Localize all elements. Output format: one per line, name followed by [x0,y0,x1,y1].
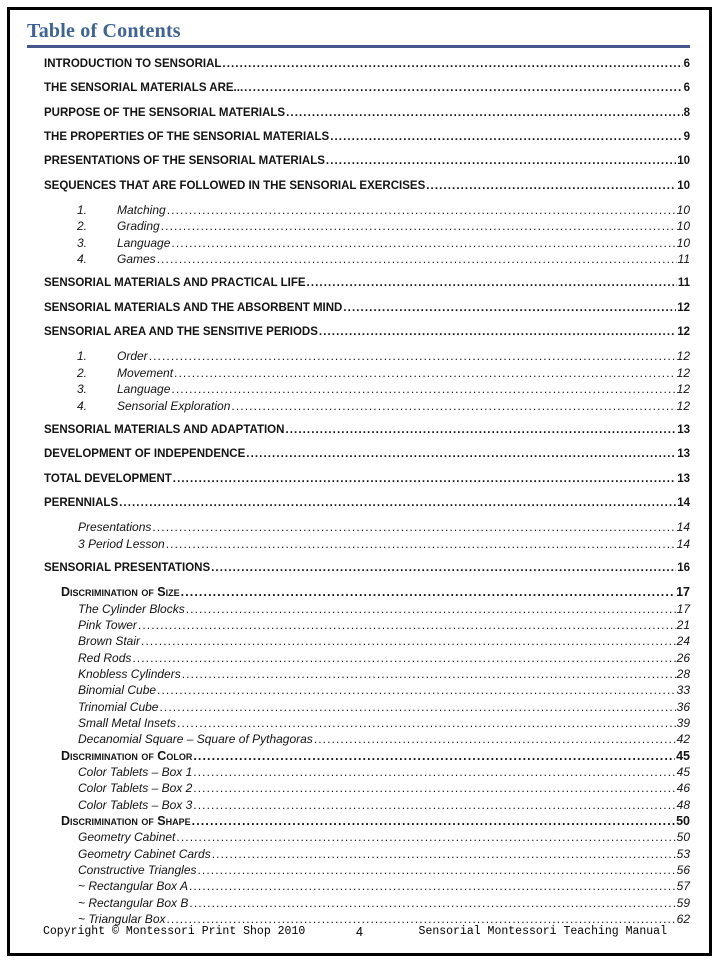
toc-leader-dots [119,495,676,511]
toc-entry[interactable] [27,666,690,682]
toc-entry[interactable] [27,178,690,194]
toc-leader-dots [141,633,676,649]
toc-leader-dots [343,300,676,316]
toc-entry-label: THE PROPERTIES OF THE SENSORIAL MATERIALS [44,131,330,144]
toc-entry-label: Color Tablets – Box 3 [78,797,193,812]
toc-entry-label: The Cylinder Blocks [78,601,185,616]
toc-entry-label: SEQUENCES THAT ARE FOLLOWED IN THE SENSORIAL EXERCISES [44,179,426,192]
toc-page-number: 50 [676,814,690,829]
toc-entry-label: Presentations [78,520,152,535]
toc-entry[interactable] [27,862,690,878]
toc-entry-label: Sensorial Exploration [117,398,231,413]
toc-leader-dots [244,80,682,96]
toc-entry[interactable] [27,748,690,764]
toc-leader-dots [159,699,675,715]
toc-leader-dots [198,862,676,878]
toc-entry[interactable] [27,251,690,267]
toc-page-number: 10 [676,235,690,250]
toc-page-number: 53 [676,846,690,861]
toc-entry-label: Brown Stair [78,634,141,649]
toc-entry-number: 1. [77,349,88,364]
toc-entry[interactable] [27,813,690,829]
toc-leader-dots [319,324,676,340]
toc-entry[interactable] [27,584,690,600]
toc-leader-dots [330,129,682,145]
toc-entry[interactable] [27,275,690,291]
toc-entry-label: Trinomial Cube [78,699,159,714]
toc-page-number: 46 [676,781,690,796]
toc-entry-number: 3. [77,382,88,397]
toc-entry-label: PURPOSE OF THE SENSORIAL MATERIALS [44,106,286,119]
toc-leader-dots [166,536,676,552]
toc-page-number: 6 [683,58,690,70]
toc-leader-dots [314,731,676,747]
toc-page-number: 21 [676,617,690,632]
toc-entry-label: Matching [117,203,166,218]
toc-page-number: 10 [676,219,690,234]
toc-page-number: 33 [676,683,690,698]
toc-entry[interactable] [27,235,690,251]
toc-entry[interactable] [27,829,690,845]
toc-entry-label: Geometry Cabinet [78,830,176,845]
toc-entry[interactable] [27,731,690,747]
toc-leader-dots [173,471,676,487]
toc-entry[interactable] [27,536,690,552]
toc-entry-number: 3. [77,235,88,250]
toc-entry[interactable] [27,80,690,96]
toc-entry-label: Geometry Cabinet Cards [78,846,211,861]
toc-page-number: 10 [676,203,690,218]
toc-entry[interactable] [27,324,690,340]
toc-entry-label: Color Tablets – Box 1 [78,765,193,780]
page-border-frame [7,7,712,956]
toc-entry-label: DEVELOPMENT OF INDEPENDENCE [44,448,246,461]
toc-entry[interactable] [27,617,690,633]
toc-entry[interactable] [27,422,690,438]
toc-page-number: 59 [676,895,690,910]
toc-page-number: 14 [676,520,690,535]
toc-entry-label: Grading [117,219,160,234]
toc-leader-dots [161,218,676,234]
toc-page-number: 17 [676,601,690,616]
toc-entry-label: Order [117,349,148,364]
toc-entry-label: SENSORIAL PRESENTATIONS [44,561,211,574]
toc-entry-label: Language [117,235,171,250]
toc-page-number: 17 [676,585,690,600]
toc-page-number: 16 [677,561,690,574]
toc-entry-label: Binomial Cube [78,683,157,698]
toc-entry-label: Games [117,252,156,267]
toc-leader-dots [212,846,676,862]
toc-entry[interactable] [27,348,690,364]
toc-page-number: 12 [676,349,690,364]
toc-page-number: 12 [676,398,690,413]
toc-entry-label: Constructive Triangles [78,863,197,878]
toc-page-number: 36 [676,699,690,714]
toc-page-number: 10 [677,155,690,168]
toc-entry[interactable] [27,495,690,511]
toc-entry[interactable] [27,764,690,780]
toc-leader-dots [189,878,676,894]
toc-page-number: 56 [676,863,690,878]
toc-entry[interactable] [27,650,690,666]
toc-leader-dots [152,519,675,535]
footer-copyright: Copyright © Montessori Print Shop 2010 [43,925,306,938]
toc-entry-label: Red Rods [78,650,132,665]
page-footer [10,925,709,941]
toc-entry[interactable] [27,633,690,649]
toc-leader-dots [193,764,675,780]
toc-entry[interactable] [27,365,690,381]
toc-page-number: 14 [676,536,690,551]
toc-leader-dots [307,275,677,291]
toc-page-number: 45 [676,765,690,780]
toc-page-number: 12 [677,301,690,314]
toc-entry-label: ~ Triangular Box [78,912,166,927]
toc-list [27,56,690,927]
toc-entry[interactable] [27,699,690,715]
toc-leader-dots [193,797,675,813]
toc-entry-label: THE SENSORIAL MATERIALS ARE... [44,82,244,95]
toc-page-number: 8 [683,106,690,119]
toc-entry[interactable] [27,300,690,316]
toc-leader-dots [222,56,682,72]
toc-leader-dots [426,178,676,194]
toc-entry-label: ~ Rectangular Box A [78,879,188,894]
toc-entry-label: SENSORIAL MATERIALS AND ADAPTATION [44,423,285,436]
toc-leader-dots [174,365,676,381]
toc-page-number: 26 [676,650,690,665]
toc-page-number: 28 [676,666,690,681]
toc-entry-label: INTRODUCTION TO SENSORIAL [44,58,222,70]
toc-page-number: 50 [676,830,690,845]
toc-page-number: 48 [676,797,690,812]
toc-leader-dots [189,895,675,911]
toc-page-number: 57 [676,879,690,894]
toc-entry[interactable] [27,202,690,218]
toc-leader-dots [246,446,676,462]
toc-entry[interactable] [27,895,690,911]
toc-entry-number: 2. [77,219,88,234]
toc-entry[interactable] [27,519,690,535]
toc-entry[interactable] [27,715,690,731]
toc-entry[interactable] [27,797,690,813]
toc-entry-label: Discrimination of Size [61,585,180,600]
toc-page-number: 10 [677,179,690,192]
toc-entry-label: Small Metal Insets [78,716,177,730]
toc-page-number: 45 [676,748,690,763]
toc-page-number: 9 [683,131,690,144]
toc-entry-label: PERENNIALS [44,496,119,509]
toc-leader-dots [286,105,682,121]
toc-entry[interactable] [27,471,690,487]
toc-page-number: 24 [676,634,690,649]
toc-entry-label: PRESENTATIONS OF THE SENSORIAL MATERIALS [44,155,325,168]
toc-page-number: 12 [676,365,690,380]
toc-leader-dots [186,601,676,617]
toc-entry-label: Language [117,382,171,397]
toc-entry-label: Pink Tower [78,617,137,632]
toc-entry-label: TOTAL DEVELOPMENT [44,472,172,485]
toc-leader-dots [138,617,676,633]
toc-leader-dots [177,715,676,731]
title-rule-divider [27,45,690,48]
toc-leader-dots [182,666,676,682]
toc-entry[interactable] [27,398,690,414]
toc-entry[interactable] [27,56,690,72]
toc-leader-dots [149,348,676,364]
toc-leader-dots [193,780,675,796]
toc-leader-dots [157,682,676,698]
toc-entry-label: SENSORIAL MATERIALS AND THE ABSORBENT MIND [44,301,343,314]
toc-entry[interactable] [27,446,690,462]
toc-leader-dots [193,748,675,764]
toc-entry[interactable] [27,682,690,698]
toc-entry[interactable] [27,129,690,145]
toc-page-number: 11 [677,252,690,267]
toc-page-number: 13 [677,448,690,461]
toc-page-number: 13 [677,472,690,485]
toc-leader-dots [181,584,675,600]
toc-entry[interactable] [27,381,690,397]
toc-leader-dots [167,202,676,218]
toc-leader-dots [171,235,675,251]
toc-entry-label: Color Tablets – Box 2 [78,781,193,796]
toc-leader-dots [132,650,675,666]
toc-page-number: 42 [676,732,690,747]
toc-leader-dots [192,813,675,829]
toc-page-number: 62 [676,912,690,927]
toc-entry-number: 2. [77,365,88,380]
toc-page-number: 11 [677,277,690,290]
footer-page-number: 4 [356,925,363,939]
toc-leader-dots [211,560,676,576]
toc-entry[interactable] [27,105,690,121]
toc-entry[interactable] [27,878,690,894]
toc-leader-dots [326,153,676,169]
toc-leader-dots [231,398,675,414]
toc-leader-dots [285,422,676,438]
toc-entry-number: 4. [77,252,88,267]
toc-entry-label: Knobless Cylinders [78,666,181,681]
toc-page-number: 14 [677,496,690,509]
toc-entry[interactable] [27,153,690,169]
toc-leader-dots [157,251,677,267]
toc-page-number: 6 [683,82,690,95]
page-title: Table of Contents [27,20,181,42]
toc-entry[interactable] [27,601,690,617]
toc-entry-label: Discrimination of Shape [61,814,191,829]
toc-leader-dots [176,829,675,845]
toc-page-number: 12 [677,326,690,339]
toc-entry-label: SENSORIAL MATERIALS AND PRACTICAL LIFE [44,277,306,290]
toc-page-number: 13 [677,423,690,436]
toc-entry-label: Decanomial Square – Square of Pythagoras [78,732,313,747]
toc-entry[interactable] [27,560,690,576]
toc-page-number: 12 [676,382,690,397]
toc-entry-label: ~ Rectangular Box B [78,895,189,910]
footer-manual-title: Sensorial Montessori Teaching Manual [418,925,667,938]
toc-entry[interactable] [27,218,690,234]
toc-entry-label: Discrimination of Color [61,748,193,763]
toc-entry-number: 4. [77,398,88,413]
toc-entry[interactable] [27,846,690,862]
toc-entry-label: 3 Period Lesson [78,536,165,551]
toc-entry-label: SENSORIAL AREA AND THE SENSITIVE PERIODS [44,326,318,339]
toc-leader-dots [171,381,675,397]
toc-entry-number: 1. [77,203,88,218]
toc-page-number: 39 [676,716,690,730]
toc-entry[interactable] [27,780,690,796]
toc-entry-label: Movement [117,365,174,380]
